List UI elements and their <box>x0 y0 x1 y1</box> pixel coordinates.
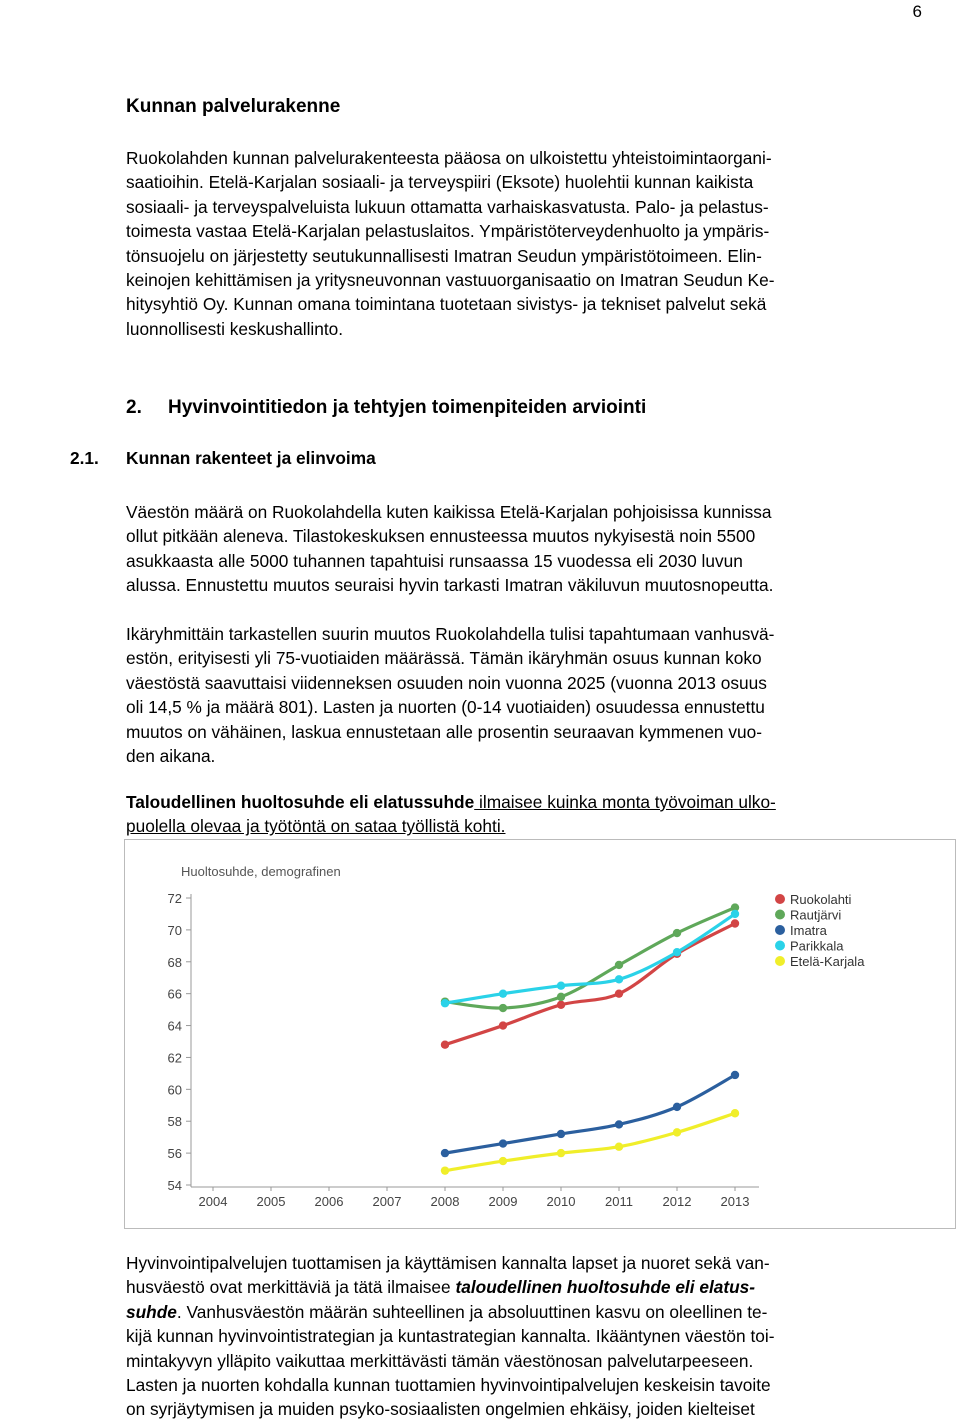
data-point <box>499 1004 507 1012</box>
legend-marker <box>775 925 785 935</box>
legend-label: Etelä-Karjala <box>790 954 865 969</box>
chart-title: Huoltosuhde, demografinen <box>181 864 341 879</box>
text-line: Hyvinvointipalvelujen tuottamisen ja käyttämisen kannalta lapset ja nuoret sekä van- <box>126 1253 770 1273</box>
data-point <box>557 1149 565 1157</box>
text-run: husväestö ovat merkittäviä ja tätä ilmaisee <box>126 1277 456 1298</box>
text-line: Ikäryhmittäin tarkastellen suurin muutos Ruokolahdella tulisi tapahtumaan vanhusvä- <box>126 624 775 644</box>
x-tick-label: 2011 <box>605 1194 633 1209</box>
x-tick-label: 2006 <box>314 1194 344 1209</box>
paragraph-hyvinvointipalvelut <box>126 1251 922 1422</box>
x-tick-label: 2005 <box>256 1194 286 1209</box>
text-line: toimesta vastaa Etelä-Karjalan pelastuslaitos. Ympäristöterveydenhuolto ja ympäris- <box>126 221 770 242</box>
y-tick-label: 54 <box>167 1178 182 1193</box>
data-point <box>673 1128 681 1136</box>
data-point <box>441 1166 449 1174</box>
y-axis <box>168 891 191 1193</box>
x-tick-label: 2010 <box>546 1194 576 1209</box>
y-tick-label: 56 <box>167 1146 182 1162</box>
paragraph-palvelurakenne <box>126 146 922 341</box>
data-point <box>615 1120 623 1128</box>
text-line <box>126 1300 922 1324</box>
text-line <box>126 790 922 814</box>
data-point <box>731 1109 739 1117</box>
y-tick-label: 60 <box>167 1082 182 1098</box>
data-point <box>731 919 739 927</box>
data-point <box>557 993 565 1001</box>
text-line: Ruokolahden kunnan palvelurakenteesta pääosa on ulkoistettu yhteistoimintaorgani- <box>126 148 772 168</box>
chart-huoltosuhde <box>124 839 956 1229</box>
y-tick-label: 58 <box>167 1114 182 1130</box>
text-line: muutos on vähäinen, laskua ennustetaan alle prosentin seuraavan kymmenen vuo- <box>126 721 762 742</box>
text-run: ilmaisee kuinka monta työvoiman ulko- <box>474 792 776 812</box>
paragraph-ikaryhmat <box>126 622 922 768</box>
data-point <box>557 1001 565 1009</box>
text-line <box>126 1275 922 1299</box>
y-tick-label: 66 <box>167 986 182 1002</box>
data-point <box>731 1071 739 1079</box>
y-tick-label: 72 <box>167 891 182 906</box>
series-line-4 <box>445 1113 735 1170</box>
data-point <box>557 1130 565 1138</box>
data-point <box>615 961 623 969</box>
series-line-2 <box>445 1075 735 1153</box>
x-tick-label: 2004 <box>198 1194 228 1209</box>
section-title: Kunnan palvelurakenne <box>126 96 341 117</box>
x-tick-label: 2012 <box>662 1194 692 1209</box>
text-line: asukkaasta alle 5000 tuhannen tapahtuisi runsaassa 15 vuodessa eli 2030 luvun <box>126 550 743 571</box>
x-tick-label: 2008 <box>430 1194 460 1209</box>
paragraph-huoltosuhde <box>126 790 922 839</box>
y-tick-label: 62 <box>167 1050 182 1066</box>
y-tick-label: 64 <box>167 1018 182 1034</box>
text-line: den aikana. <box>126 746 216 767</box>
legend-label: Imatra <box>790 923 827 938</box>
x-tick-label: 2009 <box>488 1194 518 1209</box>
text-line: mintakyvyn ylläpito vaikuttaa merkittävästi tämän väestönosan palvelutarpeeseen. <box>126 1350 754 1371</box>
legend-marker <box>775 956 785 966</box>
series-line-1 <box>445 908 735 1009</box>
text-line: luonnollisesti keskushallinto. <box>126 318 344 339</box>
bold-term: Taloudellinen huoltosuhde eli elatussuhde <box>126 792 475 812</box>
heading-number: 2. <box>126 397 142 418</box>
data-point <box>673 929 681 937</box>
data-point <box>615 975 623 983</box>
text-line: oli 14,5 % ja määrä 801). Lasten ja nuorten (0-14 vuotiaiden) osuudessa ennustettu <box>126 697 765 718</box>
text-line: saatioihin. Etelä-Karjalan sosiaali- ja terveyspiiri (Eksote) huolehtii kunnan kaikista <box>126 172 754 193</box>
heading-number: 2.1. <box>70 448 99 468</box>
data-point <box>499 1139 507 1147</box>
legend-label: Parikkala <box>790 938 844 954</box>
text-line: Väestön määrä on Ruokolahdella kuten kaikissa Etelä-Karjalan pohjoisissa kunnissa <box>126 502 772 522</box>
data-point <box>615 989 623 997</box>
paragraph-vaesto <box>126 500 922 598</box>
text-line: tönsuojelu on järjestetty seutukunnallisesti Imatran Seudun ympäristötoimeen. Elin- <box>126 245 762 266</box>
legend-marker <box>775 941 785 951</box>
text-run: . Vanhusväestön määrän suhteellinen ja absoluuttinen kasvu on oleellinen te- <box>176 1301 768 1322</box>
data-point <box>441 1040 449 1048</box>
data-point <box>499 989 507 997</box>
heading-text: Hyvinvointitiedon ja tehtyjen toimenpiteiden arviointi <box>168 397 647 418</box>
data-point <box>673 948 681 956</box>
page-number: 6 <box>912 2 922 21</box>
text-line: kijä kunnan hyvinvointistrategian ja kuntastrategian kannalta. Ikääntynen väestön toi- <box>126 1326 775 1347</box>
series-lines <box>441 903 739 1174</box>
data-point <box>499 1021 507 1029</box>
x-tick-label: 2007 <box>372 1194 402 1209</box>
legend-marker <box>775 910 785 920</box>
x-axis <box>191 1187 759 1209</box>
heading-text: Kunnan rakenteet ja elinvoima <box>126 448 376 468</box>
legend-label: Rautjärvi <box>790 907 842 923</box>
legend-label: Ruokolahti <box>790 892 852 907</box>
text-line: on syrjäytymisen ja muiden psyko-sosiaalisten ongelmien ehkäisy, joiden kielteiset <box>126 1399 755 1420</box>
emphasis-term: taloudellinen huoltosuhde eli elatus- <box>455 1277 756 1298</box>
y-tick-label: 70 <box>167 922 182 938</box>
text-line: estön, erityisesti yli 75-vuotiaiden määrässä. Tämän ikäryhmän osuus kunnan koko <box>126 648 762 669</box>
data-point <box>557 981 565 989</box>
text-line: ollut pitkään aleneva. Tilastokeskuksen ennusteessa muutos nykyisestä noin 5500 <box>126 526 756 547</box>
text-line: alussa. Ennustettu muutos seuraisi hyvin tarkasti Imatran väkiluvun muutosnopeutta. <box>126 575 774 596</box>
text-line: puolella olevaa ja työtöntä on sataa työllistä kohti. <box>126 816 506 837</box>
emphasis-term: suhde <box>126 1301 177 1322</box>
text-line: sosiaali- ja terveyspalveluista lukuun ottamatta varhaiskasvatusta. Palo- ja pelastus- <box>126 196 769 217</box>
legend <box>775 892 865 969</box>
data-point <box>441 1149 449 1157</box>
chart-svg <box>125 840 955 1228</box>
text-line: väestöstä saavuttaisi viidenneksen osuuden noin vuonna 2025 (vuonna 2013 osuus <box>126 672 767 693</box>
text-line: hitysyhtiö Oy. Kunnan omana toimintana tuotetaan sivistys- ja tekniset palvelut sekä <box>126 294 767 315</box>
legend-marker <box>775 894 785 904</box>
data-point <box>441 999 449 1007</box>
x-tick-label: 2013 <box>720 1194 750 1209</box>
data-point <box>615 1143 623 1151</box>
y-tick-label: 68 <box>167 954 182 970</box>
text-line: keinojen kehittämisen ja yritysneuvonnan vastuuorganisaatio on Imatran Seudun Ke- <box>126 270 775 291</box>
text-line: Lasten ja nuorten kohdalla kunnan tuottamien hyvinvointipalvelujen keskeisin tavoite <box>126 1375 771 1396</box>
data-point <box>673 1103 681 1111</box>
data-point <box>499 1157 507 1165</box>
data-point <box>731 910 739 918</box>
